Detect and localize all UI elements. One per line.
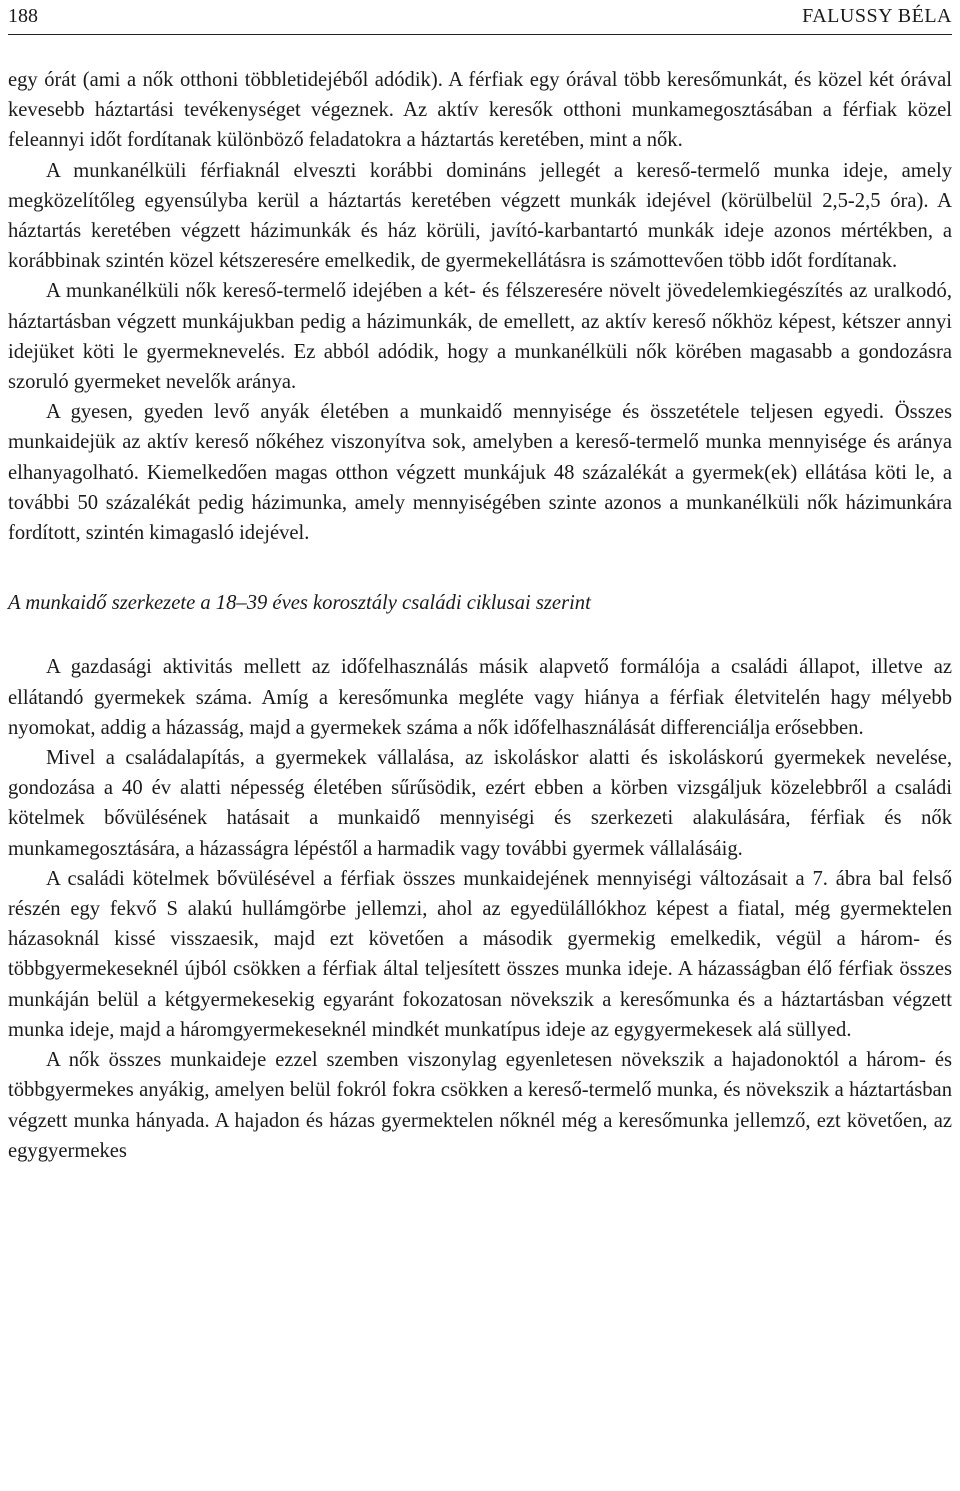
paragraph: A munkanélküli férfiaknál elveszti korábbi domináns jellegét a kereső-termelő munka ideje, amely megközelítőleg egyensúlyba kerül a háztartás keretében végzett munkák idejével (körülbelül 2,5-2,5 óra). A háztartás keretében végzett házimunkák és ház körüli, javító-karbantartó munkák ideje azonos mértékben, a korábbinak szintén közel kétszeresére emelkedik, de gyermekellátásra is számottevően több időt fordítanak. [8,159,952,273]
section-title: A munkaidő szerkezete a 18–39 éves korosztály családi ciklusai szerint [8,592,591,615]
paragraph: A gyesen, gyeden levő anyák életében a munkaidő mennyisége és összetétele teljesen egyedi. Összes munkaidejük az aktív kereső nőkéhez viszonyítva sok, amelyben a kereső-termelő munka mennyisége és aránya elhanyagolható. Kiemelkedően magas otthon végzett munkájuk 48 százalékát a gyermek(ek) ellátása köti le, a további 50 százalékát pedig házimunka, amely mennyiségében szinte azonos a munkanélküli nők házimunkára fordított, szintén kimagasló idejével. [8,401,952,545]
body-text [8,65,952,1166]
page-number: 188 [8,5,38,27]
running-header [8,0,952,35]
paragraph: Mivel a családalapítás, a gyermekek vállalása, az iskoláskor alatti és iskoláskorú gyermekek nevelése, gondozása a 40 év alatti népesség életében sűrűsödik, ezért ebben a körben vizsgáljuk közelebbről a családi kötelmek bővülésének hatásait a munkaidő mennyiségi és szerkezeti alakulására, férfiak és nők munkamegosztására, a házasságra lépéstől a harmadik vagy további gyermek vállalásáig. [8,747,952,860]
paragraph-continued: egy órát (ami a nők otthoni többletidejéből adódik). A férfiak egy órával több keresőmunkát, és közel két órával kevesebb háztartási tevékenységet végeznek. Az aktív keresők otthoni munkamegosztásában a férfiak közel feleannyi időt fordítanak különböző feladatokra a háztartás keretében, mint a nők. [8,69,952,152]
paragraph: A gazdasági aktivitás mellett az időfelhasználás másik alapvető formálója a családi állapot, illetve az ellátandó gyermekek száma. Amíg a keresőmunka megléte vagy hiánya a férfiak életvitelén hagy mélyebb nyomokat, addig a házasság, majd a gyermekek száma a nők időfelhasználását differenciálja erősebben. [8,656,952,739]
document-page [8,0,952,1166]
paragraph: A nők összes munkaideje ezzel szemben viszonylag egyenletesen növekszik a hajadonoktól a három- és többgyermekes anyákig, amelyen belül fokról fokra csökken a kereső-termelő munka, és növekszik a háztartásban végzett munka hányada. A hajadon és házas gyermektelen nőknél még a keresőmunka jellemző, ezt követően, az egygyermekes [8,1049,952,1162]
paragraph: A munkanélküli nők kereső-termelő idejében a két- és félszeresére növelt jövedelemkiegészítés az uralkodó, háztartásban végzett munkájukban pedig a házimunkák, de emellett, az aktív kereső nőkhöz képest, kétszer annyi idejüket köti le gyermeknevelés. Ez abból adódik, hogy a munkanélküli nők körében magasabb a gondozásra szoruló gyermeket nevelők aránya. [8,280,952,394]
paragraph: A családi kötelmek bővülésével a férfiak összes munkaidejének mennyiségi változásait a 7. ábra bal felső részén egy fekvő S alakú hullámgörbe jellemzi, ahol az egyedülállókhoz képest a fiatal, még gyermektelen házasoknál kissé visszaesik, majd ezt követően a második gyermekig emelkedik, végül a három- és többgyermekeseknél újból csökken a férfiak által teljesített összes munka ideje. A házasságban élő férfiak összes munkáján belül a kétgyermekesekig egyaránt fokozatosan növekszik a keresőmunka és a háztartásban végzett munka ideje, majd a háromgyermekeseknél mindkét munkatípus ideje az egygyermekesek alá süllyed. [8,867,952,1041]
running-head-author: FALUSSY BÉLA [802,5,952,27]
